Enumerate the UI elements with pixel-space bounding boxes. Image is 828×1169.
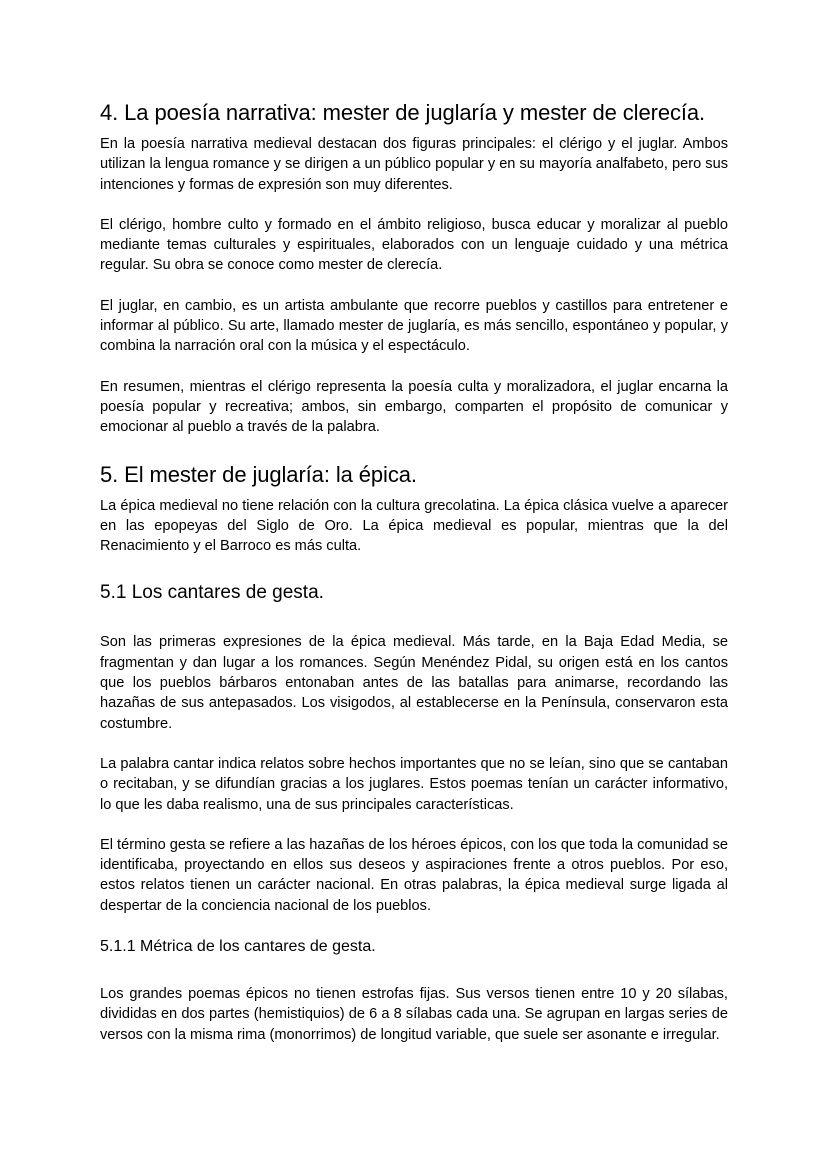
section-5-1-paragraph: El término gesta se refiere a las hazañas de los héroes épicos, con los que toda la comunidad se identificaba, proyectando en ellos sus deseos y aspiraciones frente a otros pueblos. Por eso, estos relatos tienen un carácter nacional. En otras palabras, la épica medieval surge ligada al despertar de la conciencia nacional de los pueblos. — [100, 836, 728, 914]
section-4-paragraph: En la poesía narrativa medieval destacan dos figuras principales: el clérigo y el juglar. Ambos utilizan la lengua romance y se dirigen a un público popular y en su mayoría analfabeto, pero sus intenciones y formas de expresión son muy diferentes. — [100, 136, 728, 193]
section-5-paragraph: La épica medieval no tiene relación con la cultura grecolatina. La épica clásica vuelve a aparecer en las epopeyas del Siglo de Oro. La épica medieval es popular, mientras que la del Renacimiento y el Barroco es más culta. — [100, 497, 728, 555]
section-5-1-paragraph: La palabra cantar indica relatos sobre hechos importantes que no se leían, sino que se cantaban o recitaban, y se difundían gracias a los juglares. Estos poemas tenían un carácter informativo, lo que les daba realismo, una de sus principales características. — [100, 755, 728, 813]
section-5-1-paragraph: Son las primeras expresiones de la épica medieval. Más tarde, en la Baja Edad Media, se fragmentan y dan lugar a los romances. Según Menéndez Pidal, su origen está en los cantos que los pueblos bárbaros entonaban antes de las batallas para animarse, recordando las hazañas de sus antepasados. Los visigodos, al establecerse en la Península, conservaron esta costumbre. — [100, 634, 728, 732]
document-page — [100, 98, 728, 1045]
section-5-1-heading: 5.1 Los cantares de gesta. — [100, 582, 324, 604]
section-5-1-1-paragraph: Los grandes poemas épicos no tienen estrofas fijas. Sus versos tienen entre 10 y 20 sílabas, divididas en dos partes (hemistiquios) de 6 a 8 sílabas cada una. Se agrupan en largas series de versos con la misma rima (monorrimos) de longitud variable, que suele ser asonante e irregular. — [100, 986, 728, 1043]
section-4-paragraph: El clérigo, hombre culto y formado en el ámbito religioso, busca educar y moralizar al pueblo mediante temas culturales y espirituales, elaborados con un lenguaje cuidado y una métrica regular. Su obra se conoce como mester de clerecía. — [100, 216, 728, 274]
section-5-1-1-heading: 5.1.1 Métrica de los cantares de gesta. — [100, 938, 376, 956]
section-5-heading: 5. El mester de juglaría: la épica. — [100, 461, 417, 487]
section-4-paragraph: En resumen, mientras el clérigo representa la poesía culta y moralizadora, el juglar encarna la poesía popular y recreativa; ambos, sin embargo, comparten el propósito de comunicar y emocionar al pueblo a través de la palabra. — [100, 378, 728, 436]
section-4-paragraph: El juglar, en cambio, es un artista ambulante que recorre pueblos y castillos para entretener e informar al público. Su arte, llamado mester de juglaría, es más sencillo, espontáneo y popular, y combina la narración oral con la música y el espectáculo. — [100, 297, 728, 355]
section-4-heading: 4. La poesía narrativa: mester de juglaría y mester de clerecía. — [100, 100, 706, 125]
